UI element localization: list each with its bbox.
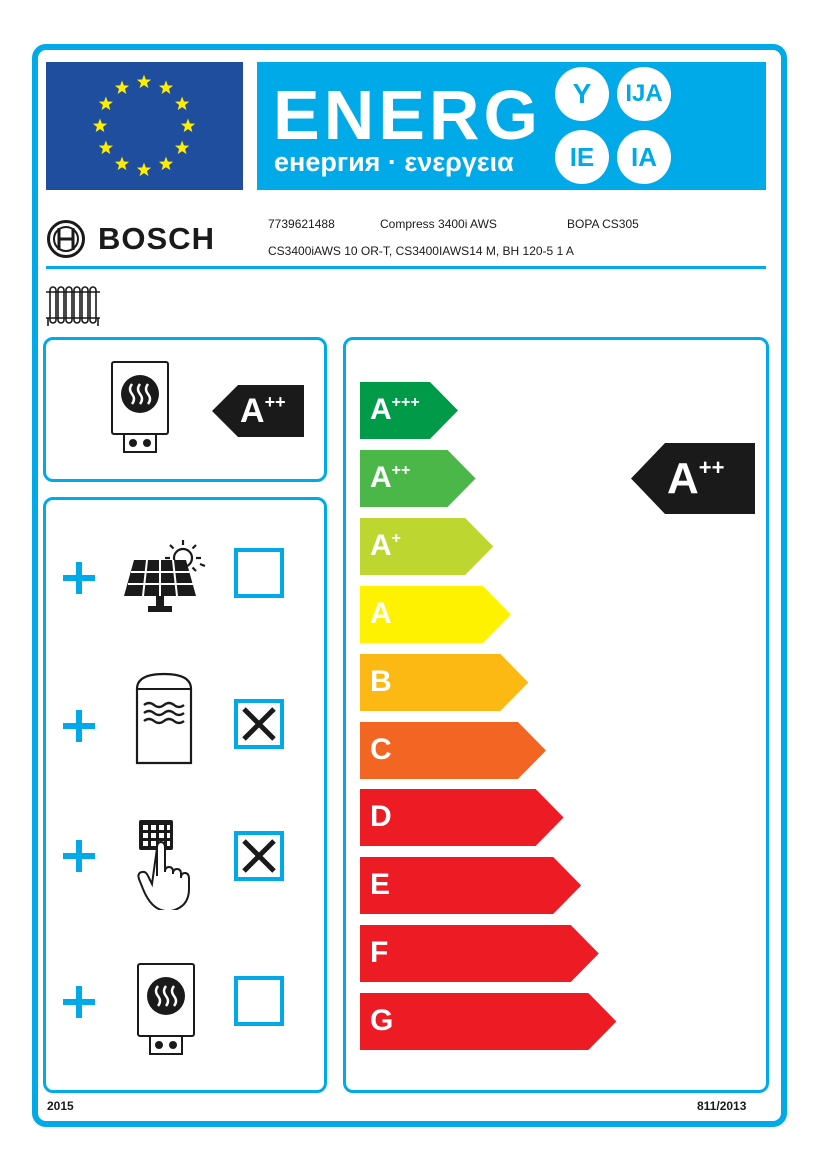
scale-class-letter: D <box>370 800 392 834</box>
eu-star-icon <box>175 97 189 111</box>
eu-star-icon <box>137 75 151 89</box>
brand-name: BOSCH <box>98 221 215 256</box>
eu-stars-icon <box>46 62 243 190</box>
scale-class-bar <box>360 789 564 846</box>
checkbox <box>234 976 284 1026</box>
cross-icon <box>238 703 280 745</box>
scale-class-bar <box>360 993 616 1050</box>
radiator-icon <box>44 284 104 328</box>
scale-class-letter: A <box>370 528 392 562</box>
scale-class-letter: G <box>370 1004 394 1038</box>
scale-class-bar <box>360 586 511 643</box>
scale-class-letter: E <box>370 868 391 902</box>
plus-icon <box>63 562 95 594</box>
scale-class-bar <box>360 518 493 575</box>
eu-star-icon <box>99 97 113 111</box>
checkbox <box>234 548 284 598</box>
scale-class-letter: A <box>370 460 392 494</box>
lang-circle-2: IJA <box>617 67 671 121</box>
scale-class-bar <box>360 450 476 507</box>
cross-icon <box>238 835 280 877</box>
energy-subtitle: енергия · ενεργεια <box>274 147 514 177</box>
heater-icon <box>110 360 170 456</box>
heater-class-letter: A <box>240 392 265 430</box>
scale-class-bar <box>360 857 581 914</box>
scale-class-sup: +++ <box>391 394 420 411</box>
energy-header <box>257 62 766 190</box>
tank-code: BOPA CS305 <box>567 217 639 231</box>
scale-class-letter: A <box>370 393 392 426</box>
plus-icon <box>63 840 95 872</box>
scale-class-bar <box>360 654 528 711</box>
eu-star-icon <box>137 163 151 177</box>
storage-tank-icon <box>134 671 194 767</box>
package-class-sup: ++ <box>698 455 725 480</box>
lang-circle-4: IA <box>617 130 671 184</box>
eu-star-icon <box>93 119 107 133</box>
scale-class-letter: F <box>370 936 389 970</box>
package-components: CS3400iAWS 10 OR-T, CS3400IAWS14 M, BH 120-5 1 A <box>268 244 574 258</box>
scale-class-sup: ++ <box>391 461 411 479</box>
footer-year: 2015 <box>47 1099 74 1113</box>
supplementary-heater-icon <box>136 962 196 1058</box>
eu-star-icon <box>115 157 129 171</box>
plus-icon <box>63 710 95 742</box>
divider <box>46 266 766 269</box>
plus-icon <box>63 986 95 1018</box>
eu-star-icon <box>115 80 129 94</box>
model-name: Compress 3400i AWS <box>380 217 497 231</box>
scale-class-letter: C <box>370 732 392 766</box>
checkbox <box>234 831 284 881</box>
lang-circle-1: Y <box>555 67 609 121</box>
eu-flag <box>46 62 243 190</box>
scale-class-letter: A <box>370 596 392 630</box>
eu-star-icon <box>99 141 113 155</box>
model-id: 7739621488 <box>268 217 335 231</box>
solar-collector-icon <box>120 536 216 616</box>
package-class-arrow <box>631 443 755 514</box>
scale-class-bar <box>360 382 458 439</box>
scale-class-bar <box>360 722 546 779</box>
checkbox <box>234 699 284 749</box>
scale-class-letter: B <box>370 664 392 698</box>
scale-class-sup: + <box>391 529 402 547</box>
eu-star-icon <box>159 80 173 94</box>
temperature-control-icon <box>133 818 193 910</box>
package-class-letter: A <box>667 454 699 503</box>
eu-star-icon <box>181 119 195 133</box>
eu-star-icon <box>159 157 173 171</box>
lang-circle-3: IE <box>555 130 609 184</box>
bosch-armature-icon <box>46 219 86 259</box>
eu-star-icon <box>175 141 189 155</box>
energy-word: ENERG <box>273 76 542 154</box>
scale-class-bar <box>360 925 599 982</box>
heater-class-arrow <box>212 385 304 437</box>
heater-class-sup: ++ <box>264 392 286 412</box>
footer-regulation: 811/2013 <box>697 1099 747 1113</box>
bosch-logo <box>46 218 216 260</box>
